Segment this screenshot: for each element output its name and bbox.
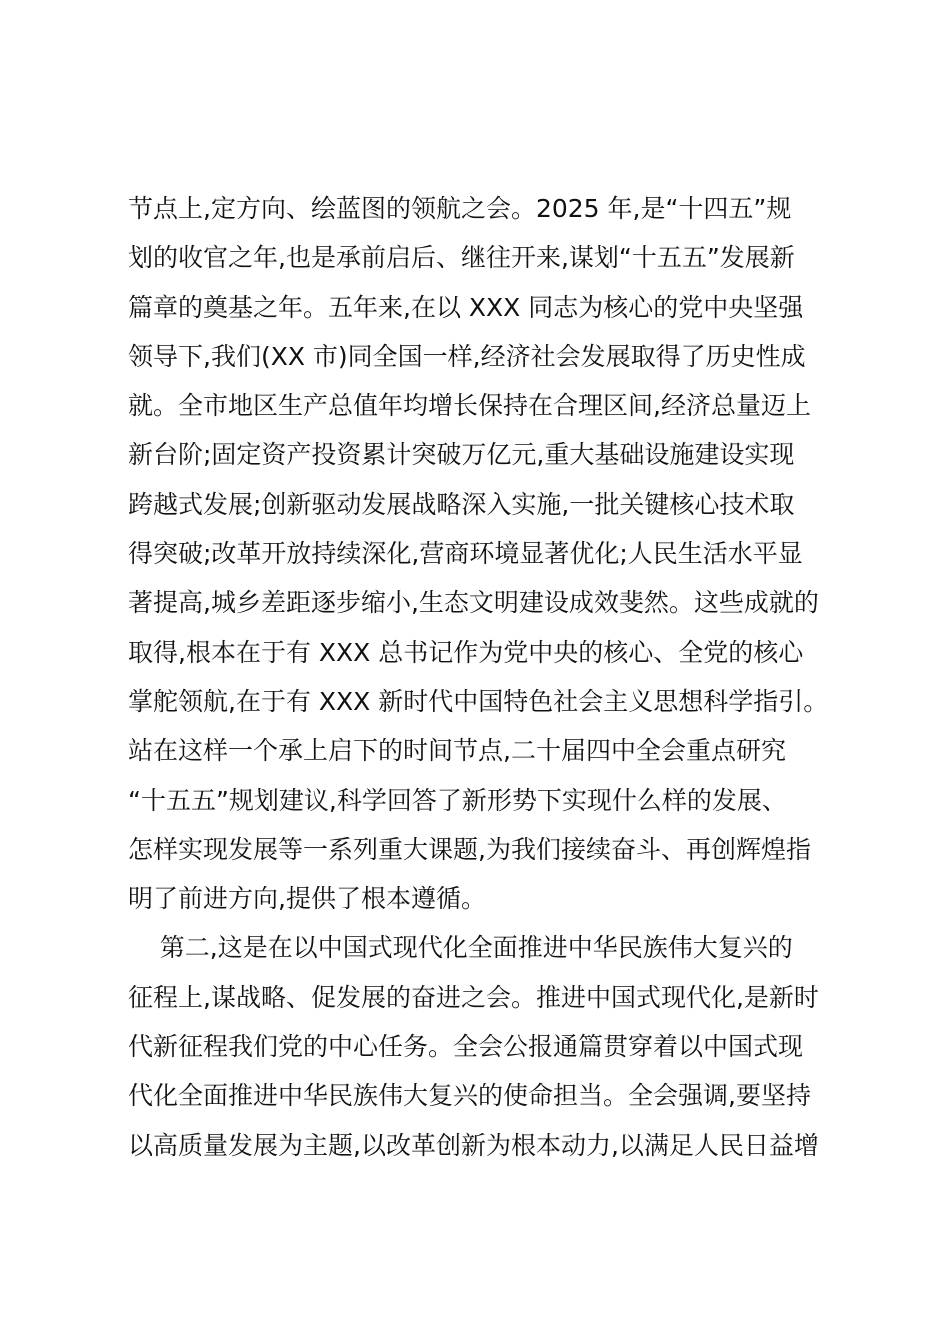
text-line: 就。全市地区生产总值年均增长保持在合理区间,经济总量迈上	[128, 391, 811, 421]
text-line: 代化全面推进中华民族伟大复兴的使命担当。全会强调,要坚持	[128, 1081, 811, 1111]
text-line: 划的收官之年,也是承前启后、继往开来,谋划“十五五”发展新	[128, 243, 795, 273]
text-line: 领导下,我们(XX 市)同全国一样,经济社会发展取得了历史性成	[128, 341, 806, 371]
text-line: 明了前进方向,提供了根本遵循。	[128, 884, 486, 914]
text-line: 取得,根本在于有 XXX 总书记作为党中央的核心、全党的核心	[128, 637, 804, 667]
text-line: “十五五”规划建议,科学回答了新形势下实现什么样的发展、	[128, 785, 787, 815]
text-line: 节点上,定方向、绘蓝图的领航之会。2025 年,是“十四五”规	[128, 194, 792, 223]
body-text	[128, 184, 848, 1170]
text-line: 掌舵领航,在于有 XXX 新时代中国特色社会主义思想科学指引。	[128, 686, 829, 716]
text-line: 新台阶;固定资产投资累计突破万亿元,重大基础设施建设实现	[128, 440, 795, 470]
text-line: 站在这样一个承上启下的时间节点,二十届四中全会重点研究	[128, 736, 786, 766]
text-line: 篇章的奠基之年。五年来,在以 XXX 同志为核心的党中央坚强	[128, 292, 804, 322]
text-line: 以高质量发展为主题,以改革创新为根本动力,以满足人民日益增	[128, 1130, 819, 1160]
text-line: 跨越式发展;创新驱动发展战略深入实施,一批关键核心技术取	[128, 489, 795, 519]
text-line: 第二,这是在以中国式现代化全面推进中华民族伟大复兴的	[128, 933, 793, 963]
text-line: 代新征程我们党的中心任务。全会公报通篇贯穿着以中国式现	[128, 1032, 804, 1062]
text-line: 著提高,城乡差距逐步缩小,生态文明建设成效斐然。这些成就的	[128, 588, 819, 618]
text-line: 征程上,谋战略、促发展的奋进之会。推进中国式现代化,是新时	[128, 982, 819, 1012]
text-line: 得突破;改革开放持续深化,营商环境显著优化;人民生活水平显	[128, 539, 803, 569]
text-line: 怎样实现发展等一系列重大课题,为我们接续奋斗、再创辉煌指	[128, 834, 811, 864]
